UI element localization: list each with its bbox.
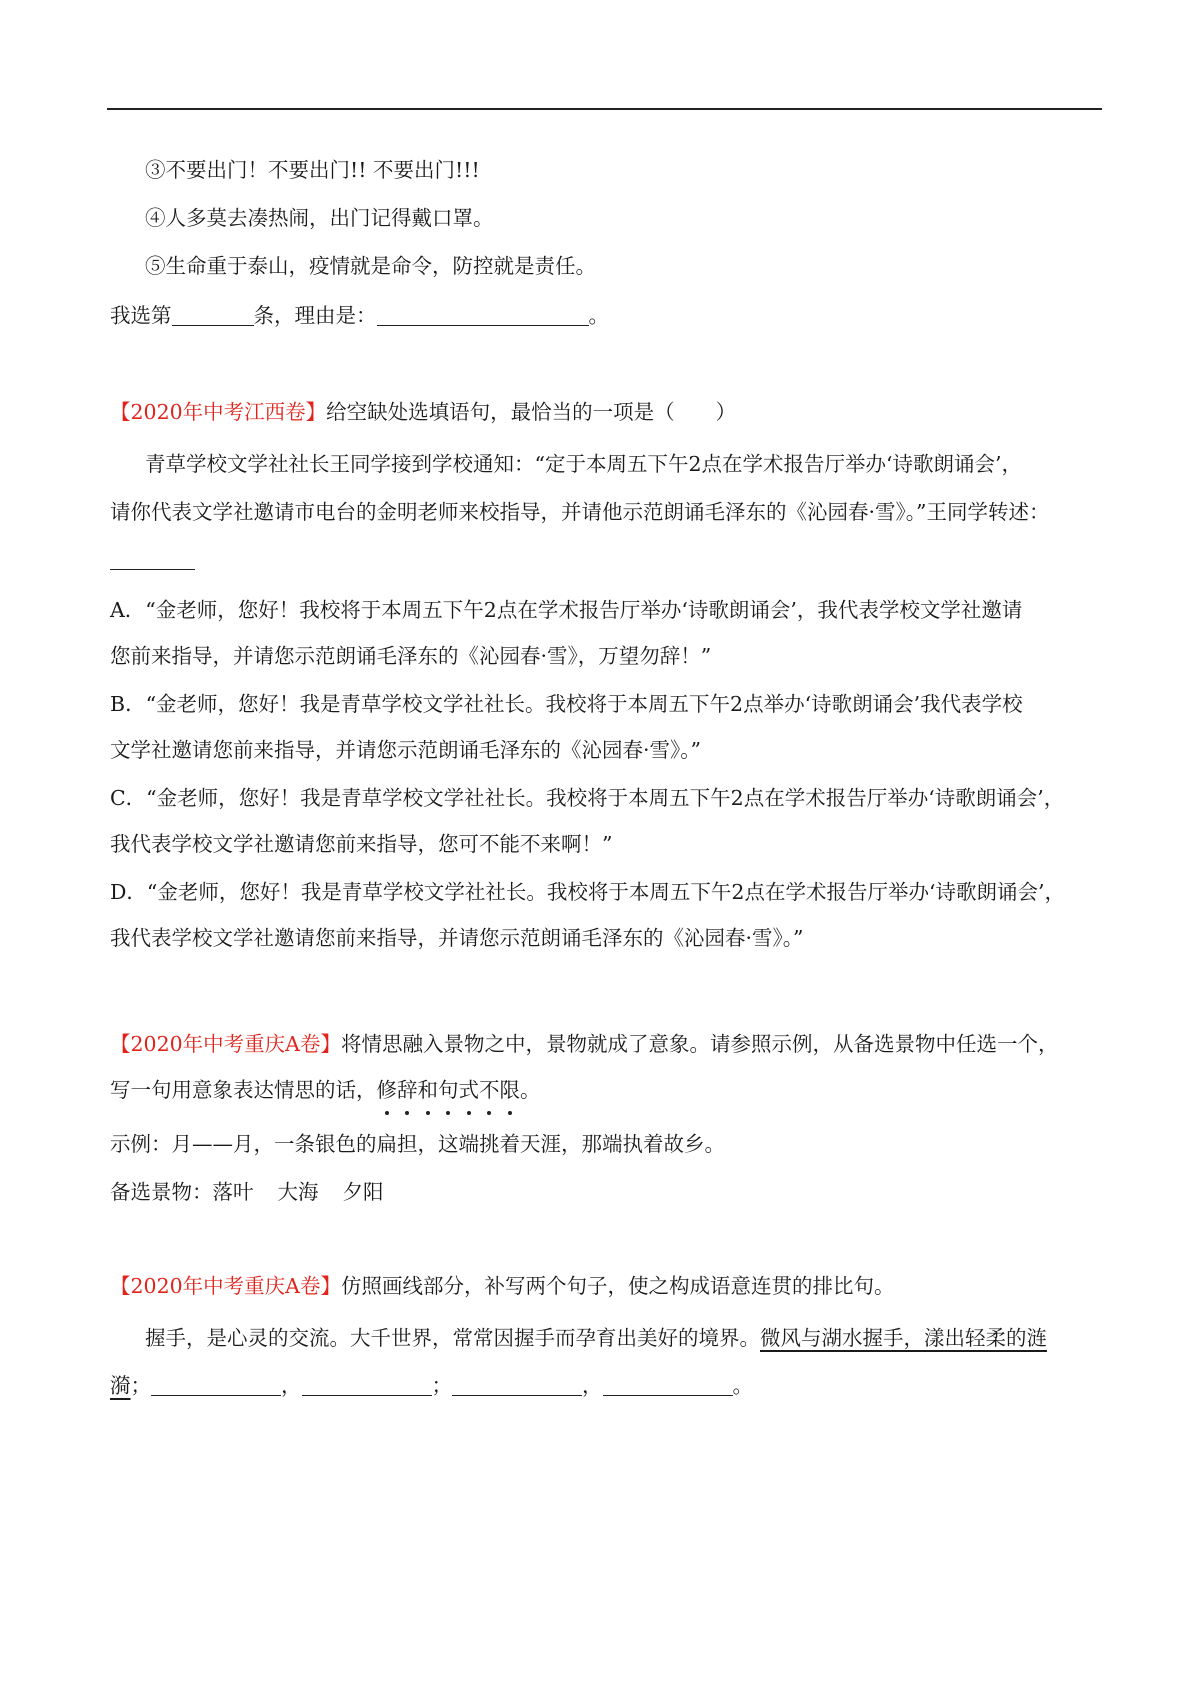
fill-blank-1[interactable] [151,1374,281,1396]
passage-line: 请你代表文学社邀请市电台的金明老师来校指导，并请他示范朗诵毛泽东的《沁园春·雪》。”王同学转述： [110,500,1050,524]
option-a-line2: 您前来指导，并请您示范朗诵毛泽东的《沁园春·雪》，万望勿辞！” [110,644,712,668]
dotted-char: 辞 [397,1078,418,1102]
option-b-line1: B．“金老师，您好！我是青草学校文学社社长。我校将于本周五下午2点举办‘诗歌朗诵会’我代表学校 [110,692,1023,716]
options-label: 备选景物： [110,1180,213,1204]
option-c-line1: C．“金老师，您好！我是青草学校文学社社长。我校将于本周五下午2点在学术报告厅举办‘诗歌朗诵会’， [110,786,1065,810]
underlined-model-sentence: 微风与湖水握手，漾出轻柔的涟 [760,1326,1047,1350]
punct: ， [281,1373,302,1398]
slogan-3: ③不要出门！不要出门!! 不要出门!!! [145,158,480,182]
answer-blank-line[interactable] [110,548,195,570]
scenery-option: 大海 [277,1180,319,1204]
question-jiangxi-header [110,402,736,423]
option-b-line2: 文学社邀请您前来指导，并请您示范朗诵毛泽东的《沁园春·雪》。” [110,738,701,762]
scenery-option: 夕阳 [342,1180,384,1204]
prompt-end: 。 [520,1078,541,1102]
option-a-line1: A．“金老师，您好！我校将于本周五下午2点在学术报告厅举办‘诗歌朗诵会’，我代表学校文学社邀请 [110,598,1023,622]
prompt-line2 [110,1080,541,1101]
source-tag: 【2020年中考重庆A卷】 [110,1274,341,1298]
choice-suffix: 。 [588,303,609,328]
fill-blank-4[interactable] [603,1374,733,1396]
dotted-char: 句 [438,1078,459,1102]
question-prompt: 将情思融入景物之中，景物就成了意象。请参照示例，从备选景物中任选一个， [340,1032,1059,1056]
slogan-4: ④人多莫去凑热闹，出门记得戴口罩。 [145,206,494,230]
source-tag: 【2020年中考重庆A卷】 [110,1032,341,1056]
dotted-char: 式 [458,1078,479,1102]
option-d-line2: 我代表学校文学社邀请您前来指导，并请您示范朗诵毛泽东的《沁园春·雪》。” [110,926,804,950]
option-d-line1: D．“金老师，您好！我是青草学校文学社社长。我校将于本周五下午2点在学术报告厅举办‘诗歌朗诵会’， [110,880,1065,904]
reason-blank[interactable] [377,304,589,326]
dotted-char: 限 [499,1078,520,1102]
slogan-number-blank[interactable] [172,304,254,326]
slogan-5: ⑤生命重于泰山，疫情就是命令，防控就是责任。 [145,254,596,278]
option-c-line2: 我代表学校文学社邀请您前来指导，您可不能不来啊！” [110,832,613,856]
fill-blank-3[interactable] [452,1374,582,1396]
choice-line [110,304,609,326]
underlined-model-sentence-end: 漪 [110,1373,131,1398]
example-line: 示例：月——月，一条银色的扁担，这端挑着天涯，那端执着故乡。 [110,1132,725,1156]
question-prompt: 给空缺处选填语句，最恰当的一项是（ ） [326,400,737,424]
prompt-text: 写一句用意象表达情思的话， [110,1078,377,1102]
question-prompt: 仿照画线部分，补写两个句子，使之构成语意连贯的排比句。 [340,1274,895,1298]
answer-blank[interactable] [110,548,195,570]
passage-line: 青草学校文学社社长王同学接到学校通知：“定于本周五下午2点在学术报告厅举办‘诗歌朗诵会’， [145,452,1023,476]
dotted-char: 和 [417,1078,438,1102]
punct: ； [130,1373,151,1398]
choice-prefix: 我选第 [110,303,172,328]
handshake-passage-line1 [145,1328,1047,1349]
scenery-option: 落叶 [212,1180,254,1204]
dotted-char: 不 [479,1078,500,1102]
punct: ； [431,1373,452,1398]
source-tag: 【2020年中考江西卷】 [110,400,327,424]
punct: ， [582,1373,603,1398]
emphasis-dotted-text [377,1078,521,1102]
header-rule [107,108,1102,110]
fill-blank-2[interactable] [302,1374,432,1396]
handshake-passage-line2 [110,1374,753,1396]
choice-middle: 条，理由是： [253,303,377,328]
passage-text: 握手，是心灵的交流。大千世界，常常因握手而孕育出美好的境界。 [145,1326,760,1350]
question-chongqing2-header [110,1276,894,1297]
dotted-char: 修 [376,1078,397,1102]
question-chongqing1-header [110,1034,1058,1055]
punct: 。 [732,1373,753,1398]
candidate-scenery [110,1182,384,1203]
